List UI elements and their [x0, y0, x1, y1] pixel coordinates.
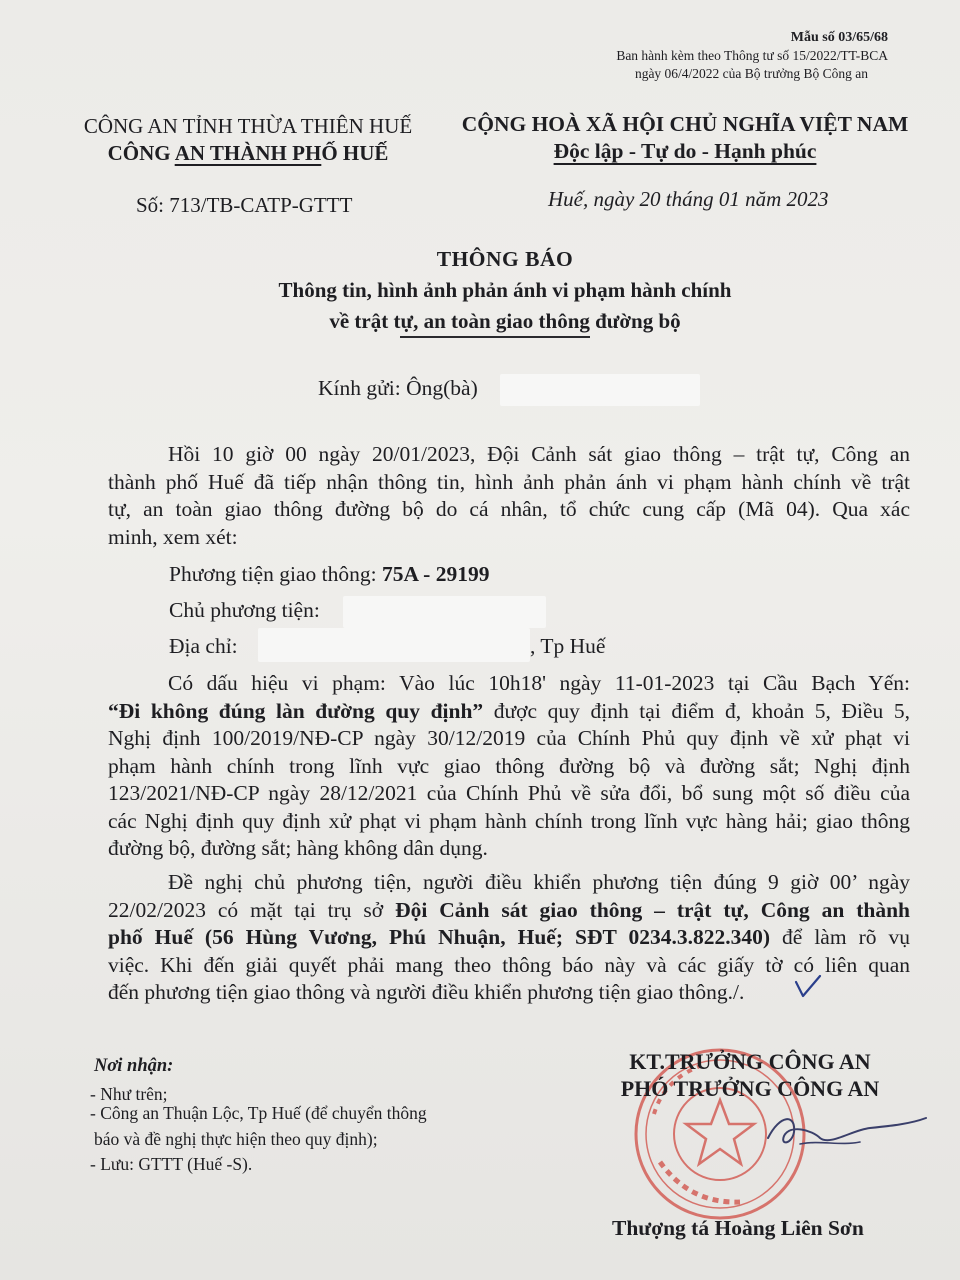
paragraph-2-line: 123/2021/NĐ-CP ngày 28/12/2021 của Chính Phủ về sửa đổi, bổ sung một số điều của: [108, 781, 910, 805]
paragraph-2-line: Nghị định 100/2019/NĐ-CP ngày 30/12/2019 của Chính Phủ quy định về xử phạt vi: [108, 726, 910, 750]
nation-motto: Độc lập - Tự do - Hạnh phúc: [553, 139, 817, 163]
signer-name: Thượng tá Hoàng Liên Sơn: [612, 1216, 864, 1240]
document-subtitle-2: về trật tự, an toàn giao thông đường bộ: [329, 309, 681, 333]
signature-authority-line-2: PHÓ TRƯỞNG CÔNG AN: [620, 1076, 880, 1101]
document-subtitle-1: Thông tin, hình ảnh phản ánh vi phạm hành chính: [278, 278, 732, 302]
recipients-title: Nơi nhận:: [94, 1056, 174, 1076]
address-label: Địa chỉ:: [169, 634, 238, 658]
document-title: THÔNG BÁO: [436, 247, 574, 271]
vehicle-field: [169, 562, 489, 587]
paragraph-1: [108, 441, 910, 551]
violation-name: “Đi không đúng làn đường quy định”: [108, 698, 484, 723]
form-issued-line-1: Ban hành kèm theo Thông tư số 15/2022/TT-BCA: [616, 48, 888, 63]
paragraph-2-line: phạm hành chính trong lĩnh vực giao thông đường bộ và đường sắt; Nghị định: [108, 753, 910, 778]
office-address: phố Huế (56 Hùng Vương, Phú Nhuận, Huế; SĐT 0234.3.822.340): [108, 925, 770, 949]
paragraph-2-line: các Nghị định quy định xử phạt vi phạm hành chính trong lĩnh vực hàng hải; giao thông: [108, 808, 910, 833]
document-number: Số: 713/TB-CATP-GTTT: [136, 193, 353, 217]
paragraph-3-line: phố Huế (56 Hùng Vương, Phú Nhuận, Huế; SĐT 0234.3.822.340) để làm rõ vụ: [108, 925, 910, 949]
subtitle-underline: [400, 336, 590, 338]
paragraph-1-line: thành phố Huế đã tiếp nhận thông tin, hình ảnh phản ánh vi phạm hành chính về trật: [108, 469, 910, 494]
nation-name: CỘNG HOÀ XÃ HỘI CHỦ NGHĨA VIỆT NAM: [461, 112, 909, 136]
paragraph-1-line: tự, an toàn giao thông đường bộ do cá nhân, tổ chức cung cấp (Mã 04). Qua xác: [108, 497, 910, 521]
paragraph-3-line: Đề nghị chủ phương tiện, người điều khiển phương tiện đúng 9 giờ 00’ ngày: [168, 870, 910, 894]
paragraph-3-line: 22/02/2023 có mặt tại trụ sở Đội Cảnh sát giao thông – trật tự, Công an thành: [108, 897, 910, 922]
paragraph-2-line: Có dấu hiệu vi phạm: Vào lúc 10h18' ngày 11-01-2023 tại Cầu Bạch Yến:: [168, 671, 910, 695]
paragraph-2-line: “Đi không đúng làn đường quy định” được quy định tại điểm đ, khoản 5, Điều 5,: [108, 698, 910, 723]
address-redaction: [258, 628, 530, 662]
paragraph-3-line: việc. Khi đến giải quyết phải mang theo thông báo này và các giấy tờ có liên quan: [108, 952, 910, 977]
signature-authority-line-1: KT.TRƯỞNG CÔNG AN: [629, 1049, 871, 1074]
vehicle-label: Phương tiện giao thông:: [169, 562, 382, 586]
owner-label: Chủ phương tiện:: [169, 598, 320, 622]
owner-redaction: [343, 596, 546, 628]
place-date: Huế, ngày 20 tháng 01 năm 2023: [548, 187, 829, 211]
recipients-line: - Như trên;: [90, 1084, 168, 1104]
agency-unit: CÔNG AN THÀNH PHỐ HUẾ: [107, 141, 389, 165]
paragraph-1-line: minh, xem xét:: [108, 524, 238, 549]
paragraph-2: [108, 670, 910, 863]
agency-parent: CÔNG AN TỈNH THỪA THIÊN HUẾ: [83, 114, 413, 138]
address-suffix: , Tp Huế: [530, 634, 606, 658]
recipient-salutation: Kính gửi: Ông(bà): [318, 376, 478, 400]
paragraph-2-line: đường bộ, đường sắt; hàng không dân dụng.: [108, 836, 488, 860]
vehicle-plate: 75A - 29199: [381, 562, 490, 586]
paragraph-3-line: đến phương tiện giao thông và người điều khiển phương tiện giao thông./.: [108, 980, 745, 1004]
form-code: Mẫu số 03/65/68: [790, 30, 888, 45]
recipients-line: - Công an Thuận Lộc, Tp Huế (để chuyển thông: [90, 1103, 427, 1123]
recipients-line: - Lưu: GTTT (Huế -S).: [90, 1154, 253, 1174]
pen-check-mark: [794, 972, 824, 1002]
office-name: Đội Cảnh sát giao thông – trật tự, Công an thành: [395, 897, 910, 922]
form-issued-line-2: ngày 06/4/2022 của Bộ trưởng Bộ Công an: [634, 66, 868, 81]
recipient-name-redaction: [500, 374, 700, 406]
paragraph-1-line: Hồi 10 giờ 00 ngày 20/01/2023, Đội Cảnh sát giao thông – trật tự, Công an: [168, 442, 910, 466]
paragraph-3: [108, 869, 910, 1007]
handwritten-signature: [760, 1100, 930, 1160]
recipients-line: báo và đề nghị thực hiện theo quy định);: [94, 1129, 378, 1149]
